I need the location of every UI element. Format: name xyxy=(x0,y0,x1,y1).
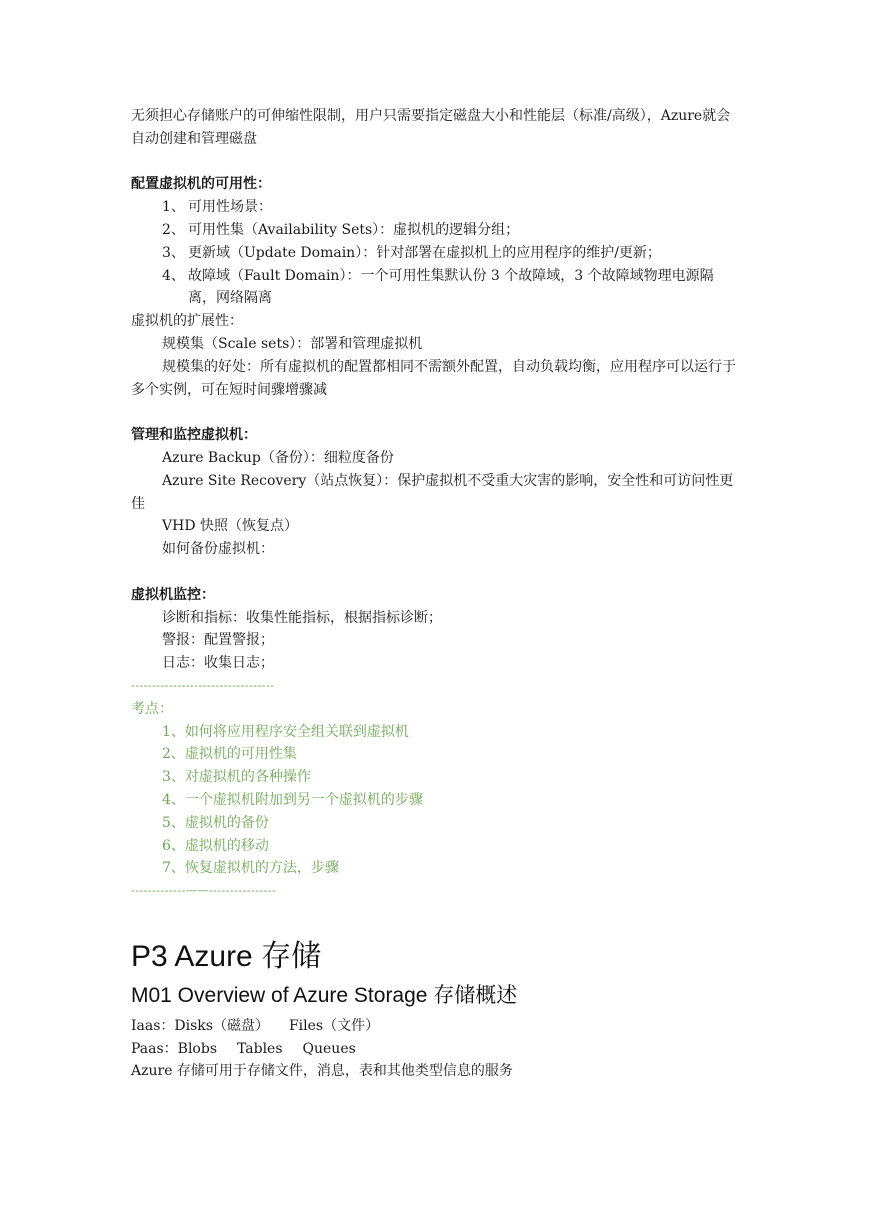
item-number: 4、 xyxy=(162,267,185,284)
scaling-heading: 虚拟机的扩展性： xyxy=(131,313,243,330)
exam-item: 3、对虚拟机的各种操作 xyxy=(162,769,311,786)
azure-backup-line: Azure Backup（备份）：细粒度备份 xyxy=(162,449,394,466)
paas-tables: Tables xyxy=(237,1040,283,1057)
iaas-line xyxy=(131,1015,741,1038)
paas-line xyxy=(131,1038,741,1061)
availability-item xyxy=(131,265,741,311)
exam-heading: 考点： xyxy=(131,700,173,717)
how-to-backup-line: 如何备份虚拟机： xyxy=(162,541,274,558)
item-number: 1、 xyxy=(162,199,185,216)
spacer xyxy=(131,151,741,174)
item-text: 可用性场景： xyxy=(188,199,272,216)
availability-item xyxy=(131,196,741,219)
divider-bottom: -------------——---------------- xyxy=(131,884,277,898)
item-text: 故障域（Fault Domain）：一个可用性集默认份 3 个故障域，3 个故障域物理电源隔离，网络隔离 xyxy=(188,267,714,307)
scale-sets-benefit: 规模集的好处：所有虚拟机的配置都相同不需额外配置，自动负载均衡，应用程序可以运行于多个实例，可在短时间骤增骤减 xyxy=(131,358,736,398)
item-number: 3、 xyxy=(162,244,185,261)
item-text: 更新域（Update Domain）：针对部署在虚拟机上的应用程序的维护/更新； xyxy=(188,244,661,261)
availability-heading: 配置虚拟机的可用性： xyxy=(131,176,271,193)
availability-item xyxy=(131,242,741,265)
divider-top: ---------------------------------- xyxy=(131,678,275,692)
paas-queues: Queues xyxy=(302,1040,356,1057)
availability-item xyxy=(131,219,741,242)
intro-paragraph: 无须担心存储账户的可伸缩性限制，用户只需要指定磁盘大小和性能层（标准/高级），Azure就会自动创建和管理磁盘 xyxy=(131,108,731,147)
exam-item: 2、虚拟机的可用性集 xyxy=(162,746,297,763)
exam-item: 1、如何将应用程序安全组关联到虚拟机 xyxy=(162,723,409,740)
exam-item: 4、一个虚拟机附加到另一个虚拟机的步骤 xyxy=(162,791,423,808)
exam-item: 6、虚拟机的移动 xyxy=(162,837,269,854)
storage-summary: Azure 存储可用于存储文件，消息，表和其他类型信息的服务 xyxy=(131,1063,513,1080)
logs-line: 日志：收集日志； xyxy=(162,655,274,672)
storage-title: P3 Azure 存储 xyxy=(131,939,322,973)
management-heading: 管理和监控虚拟机： xyxy=(131,427,257,444)
iaas-files: Files（文件） xyxy=(288,1017,380,1034)
storage-subtitle: M01 Overview of Azure Storage 存储概述 xyxy=(131,983,518,1007)
paas-label: Paas：Blobs xyxy=(131,1040,218,1057)
item-number: 2、 xyxy=(162,221,185,238)
diagnostics-line: 诊断和指标：收集性能指标，根据指标诊断； xyxy=(162,609,442,626)
scale-sets-line: 规模集（Scale sets）：部署和管理虚拟机 xyxy=(162,335,423,352)
exam-item: 7、恢复虚拟机的方法，步骤 xyxy=(162,860,339,877)
site-recovery-line: Azure Site Recovery（站点恢复）：保护虚拟机不受重大灾害的影响，安全性和可访问性更佳 xyxy=(131,472,734,512)
document-page xyxy=(131,105,741,1083)
alerts-line: 警报：配置警报； xyxy=(162,632,274,649)
spacer xyxy=(131,401,741,424)
spacer xyxy=(131,561,741,584)
item-text: 可用性集（Availability Sets）：虚拟机的逻辑分组； xyxy=(188,221,520,238)
monitoring-heading: 虚拟机监控： xyxy=(131,586,215,603)
vhd-snapshot-line: VHD 快照（恢复点） xyxy=(162,518,298,535)
exam-item: 5、虚拟机的备份 xyxy=(162,814,269,831)
iaas-label: Iaas：Disks（磁盘） xyxy=(131,1017,269,1034)
